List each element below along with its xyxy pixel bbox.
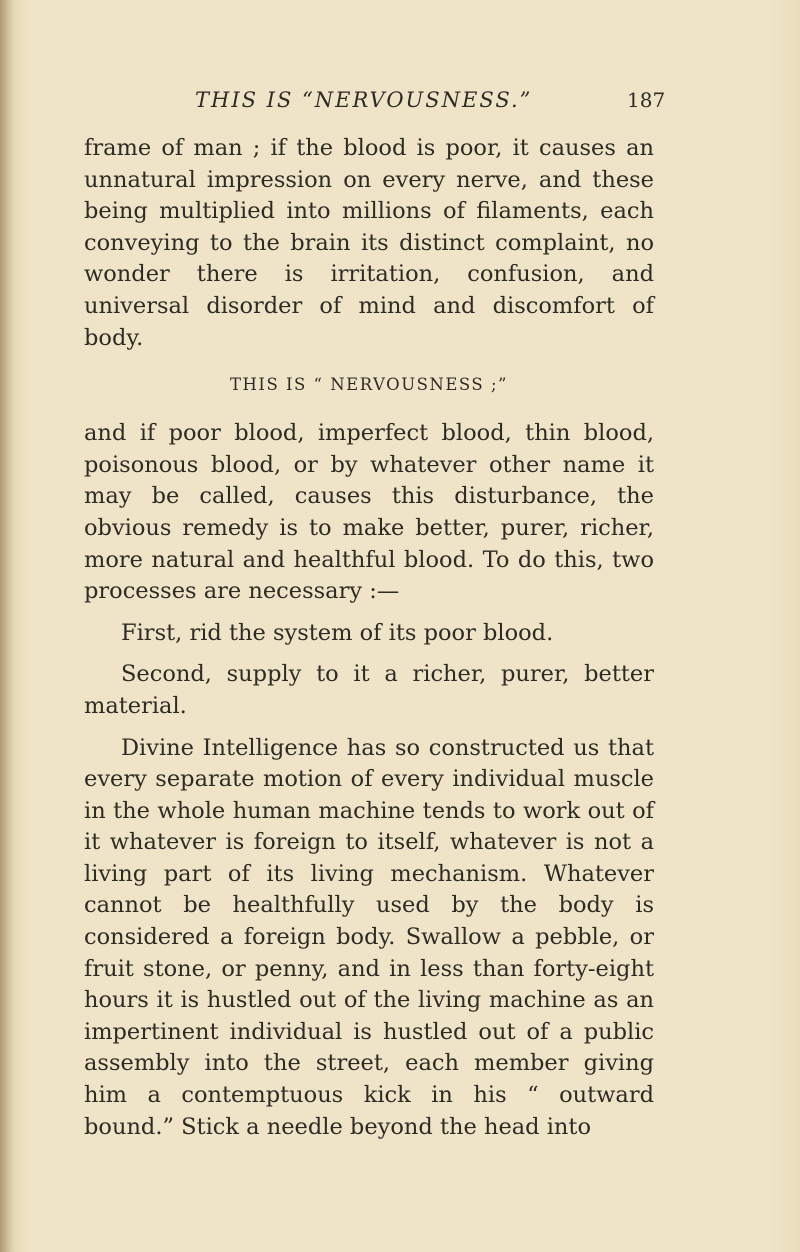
paragraph-2: and if poor blood, imperfect blood, thin blood, poisonous blood, or by whatever other name it may be called, causes this disturbance, the obvious remedy is to make better, purer, richer, more natural and healthful blood. To do this, two processes are necessary :— — [84, 420, 654, 605]
page-header — [0, 88, 800, 122]
body-text — [84, 133, 654, 1143]
gutter-shadow — [0, 0, 14, 1252]
section-heading: THIS IS “ NERVOUSNESS ;” — [230, 375, 508, 395]
paragraph-3: First, rid the system of its poor blood. — [121, 619, 554, 646]
running-head: THIS IS “NERVOUSNESS.” — [195, 88, 533, 112]
paragraph-4: Second, supply to it a richer, purer, better material. — [84, 661, 654, 719]
paragraph-1: frame of man ; if the blood is poor, it causes an unnatural impression on every nerve, and these being multiplied into millions of filaments, each conveying to the brain its distinct complaint, no wonder there is irritation, confusion, and universal disorder of mind and discomfort of body. — [84, 135, 654, 351]
paragraph-5: Divine Intelligence has so constructed us that every separate motion of every individual muscle in the whole human machine tends to work out of it whatever is foreign to itself, whatever is not a living part of its living mechanism. Whatever cannot be healthfully used by the body is considered a foreign body. Swallow a pebble, or fruit stone, or penny, and in less than forty-eight hours it is hustled out of the living machine as an impertinent individual is hustled out of a public assembly into the street, each member giving him a contemptuous kick in his “ outward bound.” Stick a needle beyond the head into — [84, 734, 654, 1140]
page-number: 187 — [627, 88, 666, 112]
